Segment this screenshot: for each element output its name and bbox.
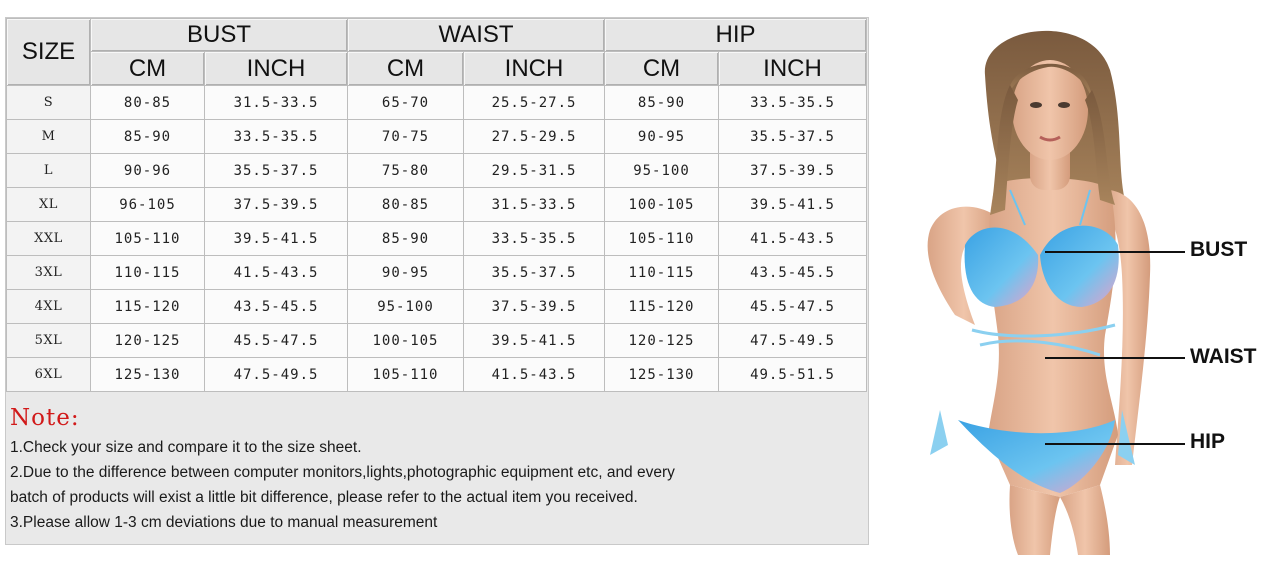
- note-line-1: 1.Check your size and compare it to the size sheet.: [10, 439, 362, 456]
- size-cell: 6XL: [7, 358, 91, 392]
- table-row: [7, 358, 867, 392]
- hip-cm-cell: 110-115: [605, 256, 719, 290]
- size-cell: M: [7, 120, 91, 154]
- model-figure: [900, 15, 1270, 555]
- size-cell: S: [7, 86, 91, 120]
- hip-inch-cell: 43.5-45.5: [719, 256, 867, 290]
- hip-inch-cell: 39.5-41.5: [719, 188, 867, 222]
- size-cell: XXL: [7, 222, 91, 256]
- bust-cm-cell: 115-120: [91, 290, 205, 324]
- bust-inch-header: INCH: [205, 52, 348, 86]
- size-chart: [5, 17, 869, 545]
- waist-cm-cell: 80-85: [348, 188, 464, 222]
- bust-inch-cell: 35.5-37.5: [205, 154, 348, 188]
- bust-cm-header: CM: [91, 52, 205, 86]
- waist-inch-header: INCH: [464, 52, 605, 86]
- waist-cm-cell: 75-80: [348, 154, 464, 188]
- hip-inch-cell: 33.5-35.5: [719, 86, 867, 120]
- size-cell: L: [7, 154, 91, 188]
- table-row: [7, 256, 867, 290]
- bust-inch-cell: 45.5-47.5: [205, 324, 348, 358]
- hip-marker-line: [1045, 443, 1185, 445]
- waist-cm-cell: 85-90: [348, 222, 464, 256]
- hip-inch-cell: 47.5-49.5: [719, 324, 867, 358]
- note-line-3: batch of products will exist a little bit difference, please refer to the actual item you received.: [10, 489, 638, 506]
- hip-cm-cell: 85-90: [605, 86, 719, 120]
- waist-cm-cell: 95-100: [348, 290, 464, 324]
- hip-group-header: HIP: [605, 19, 867, 52]
- bust-inch-cell: 33.5-35.5: [205, 120, 348, 154]
- hip-inch-cell: 41.5-43.5: [719, 222, 867, 256]
- hip-cm-cell: 95-100: [605, 154, 719, 188]
- bust-inch-cell: 31.5-33.5: [205, 86, 348, 120]
- bust-inch-cell: 47.5-49.5: [205, 358, 348, 392]
- bust-cm-cell: 125-130: [91, 358, 205, 392]
- table-row: [7, 188, 867, 222]
- bust-cm-cell: 85-90: [91, 120, 205, 154]
- hip-cm-cell: 120-125: [605, 324, 719, 358]
- hip-label: HIP: [1190, 430, 1226, 453]
- waist-inch-cell: 39.5-41.5: [464, 324, 605, 358]
- waist-inch-cell: 37.5-39.5: [464, 290, 605, 324]
- waist-cm-cell: 100-105: [348, 324, 464, 358]
- hip-inch-cell: 37.5-39.5: [719, 154, 867, 188]
- table-row: [7, 290, 867, 324]
- waist-label: WAIST: [1190, 345, 1257, 368]
- waist-cm-cell: 90-95: [348, 256, 464, 290]
- size-cell: 4XL: [7, 290, 91, 324]
- notes-section: [10, 403, 860, 535]
- bust-inch-cell: 43.5-45.5: [205, 290, 348, 324]
- waist-group-header: WAIST: [348, 19, 605, 52]
- table-row: [7, 222, 867, 256]
- bust-cm-cell: 105-110: [91, 222, 205, 256]
- table-row: [7, 120, 867, 154]
- note-line-2: 2.Due to the difference between computer monitors,lights,photographic equipment etc, and every: [10, 464, 675, 481]
- waist-cm-cell: 70-75: [348, 120, 464, 154]
- bust-inch-cell: 39.5-41.5: [205, 222, 348, 256]
- bust-cm-cell: 96-105: [91, 188, 205, 222]
- hip-cm-cell: 100-105: [605, 188, 719, 222]
- bust-group-header: BUST: [91, 19, 348, 52]
- bust-label: BUST: [1190, 238, 1248, 261]
- size-cell: 5XL: [7, 324, 91, 358]
- waist-inch-cell: 33.5-35.5: [464, 222, 605, 256]
- hip-cm-cell: 125-130: [605, 358, 719, 392]
- bust-cm-cell: 120-125: [91, 324, 205, 358]
- size-column-header: SIZE: [7, 19, 91, 86]
- note-title: Note:: [10, 405, 80, 431]
- waist-inch-cell: 29.5-31.5: [464, 154, 605, 188]
- table-row: [7, 86, 867, 120]
- bust-marker-line: [1045, 251, 1185, 253]
- bust-inch-cell: 41.5-43.5: [205, 256, 348, 290]
- waist-cm-header: CM: [348, 52, 464, 86]
- hip-inch-cell: 45.5-47.5: [719, 290, 867, 324]
- size-table-body: [7, 86, 867, 392]
- hip-cm-cell: 105-110: [605, 222, 719, 256]
- note-line-4: 3.Please allow 1-3 cm deviations due to manual measurement: [10, 514, 438, 531]
- waist-marker-line: [1045, 357, 1185, 359]
- waist-inch-cell: 25.5-27.5: [464, 86, 605, 120]
- waist-cm-cell: 105-110: [348, 358, 464, 392]
- model-illustration: [900, 15, 1270, 555]
- hip-cm-header: CM: [605, 52, 719, 86]
- hip-cm-cell: 90-95: [605, 120, 719, 154]
- size-table: [6, 18, 867, 392]
- waist-inch-cell: 41.5-43.5: [464, 358, 605, 392]
- bust-cm-cell: 80-85: [91, 86, 205, 120]
- table-row: [7, 324, 867, 358]
- size-cell: XL: [7, 188, 91, 222]
- bust-cm-cell: 110-115: [91, 256, 205, 290]
- table-row: [7, 154, 867, 188]
- hip-cm-cell: 115-120: [605, 290, 719, 324]
- waist-inch-cell: 27.5-29.5: [464, 120, 605, 154]
- waist-cm-cell: 65-70: [348, 86, 464, 120]
- hip-inch-cell: 49.5-51.5: [719, 358, 867, 392]
- waist-inch-cell: 35.5-37.5: [464, 256, 605, 290]
- hip-inch-header: INCH: [719, 52, 867, 86]
- bust-cm-cell: 90-96: [91, 154, 205, 188]
- waist-inch-cell: 31.5-33.5: [464, 188, 605, 222]
- bust-inch-cell: 37.5-39.5: [205, 188, 348, 222]
- hip-inch-cell: 35.5-37.5: [719, 120, 867, 154]
- size-cell: 3XL: [7, 256, 91, 290]
